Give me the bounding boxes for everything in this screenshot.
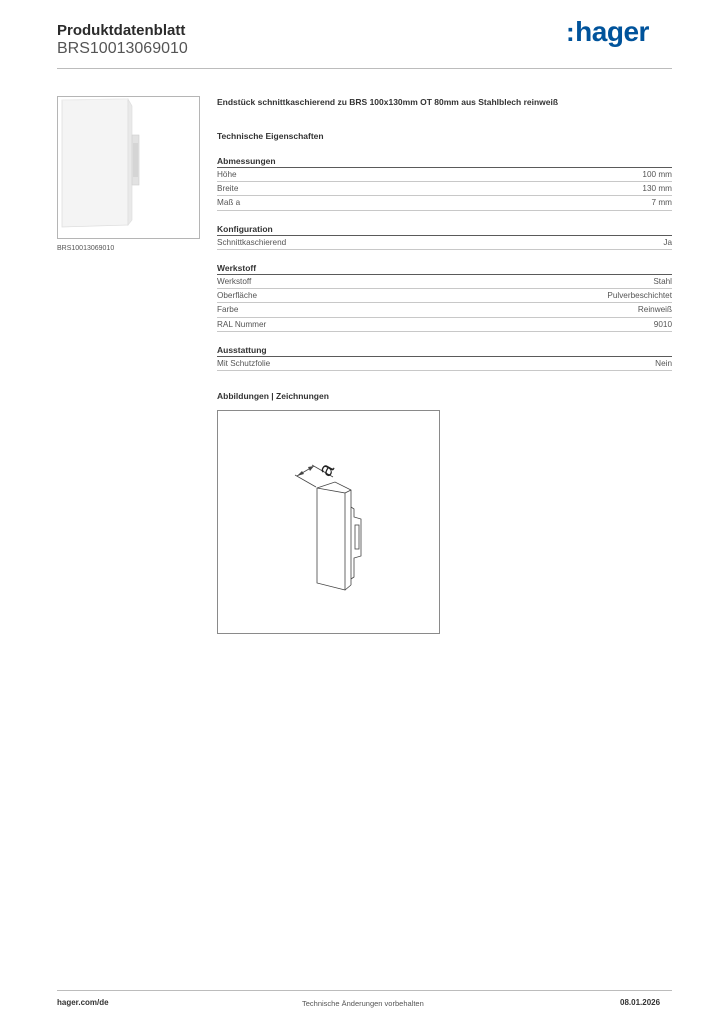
property-label: Breite (217, 184, 239, 194)
property-value: Stahl (653, 277, 672, 286)
property-row (217, 275, 672, 289)
product-description: Endstück schnittkaschierend zu BRS 100x130mm OT 80mm aus Stahlblech reinweiß (217, 97, 559, 107)
property-value: Nein (655, 359, 672, 368)
hager-logo: :hager (566, 16, 649, 47)
section-title: Werkstoff (217, 262, 672, 275)
property-row (217, 196, 672, 210)
property-row (217, 289, 672, 303)
technical-properties-heading: Technische Eigenschaften (217, 131, 324, 141)
property-value: 100 mm (642, 170, 672, 179)
property-row (217, 357, 672, 371)
footer-website: hager.com/de (57, 998, 109, 1007)
section-title: Abmessungen (217, 155, 672, 168)
header-divider (57, 68, 672, 69)
property-row (217, 303, 672, 317)
property-row (217, 168, 672, 182)
footer-divider (57, 990, 672, 991)
property-row (217, 182, 672, 196)
property-value: 9010 (653, 319, 672, 329)
product-image (57, 96, 200, 239)
end-piece-drawing (218, 411, 439, 633)
footer-notice: Technische Änderungen vorbehalten (302, 999, 424, 1008)
property-value: 130 mm (642, 184, 672, 194)
property-value: Ja (663, 238, 672, 247)
property-row (217, 318, 672, 332)
section-equipment (217, 344, 672, 371)
image-caption: BRS10013069010 (57, 245, 115, 252)
article-number: BRS10013069010 (57, 40, 188, 57)
footer-date: 08.01.2026 (620, 998, 661, 1007)
property-label: Farbe (217, 305, 239, 315)
property-row (217, 236, 672, 250)
property-label: Höhe (217, 170, 237, 179)
property-label: Werkstoff (217, 277, 252, 286)
dimension-label: a (314, 459, 339, 481)
property-value: Reinweiß (637, 305, 672, 315)
technical-drawing (217, 410, 440, 634)
property-label: Maß a (217, 198, 241, 208)
page-title: Produktdatenblatt (57, 22, 186, 39)
figures-heading: Abbildungen | Zeichnungen (217, 391, 329, 401)
section-configuration (217, 223, 672, 250)
product-photo (58, 97, 199, 238)
property-label: Mit Schutzfolie (217, 359, 271, 368)
property-label: Oberfläche (217, 291, 258, 301)
section-dimensions (217, 155, 672, 211)
property-value: 7 mm (651, 198, 672, 208)
section-material (217, 262, 672, 332)
property-value: Pulverbeschichtet (607, 291, 672, 301)
section-title: Konfiguration (217, 223, 672, 236)
property-label: Schnittkaschierend (217, 238, 287, 247)
logo-text: hager (575, 16, 649, 47)
section-title: Ausstattung (217, 344, 672, 357)
property-label: RAL Nummer (217, 319, 267, 329)
